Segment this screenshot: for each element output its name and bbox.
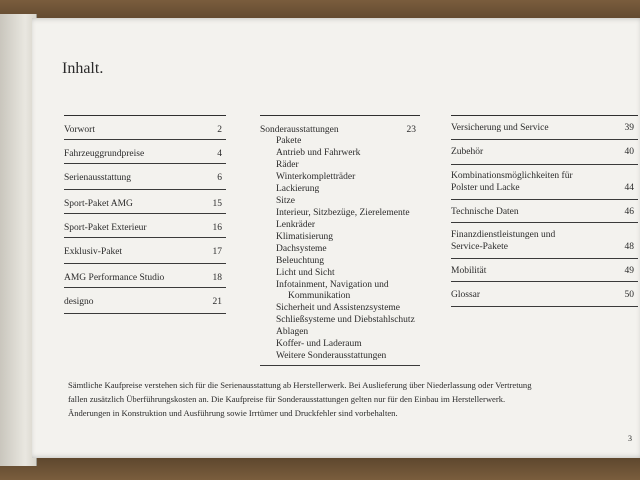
toc-entry[interactable]: Finanzdienstleistungen und Service-Pakete 48	[451, 223, 638, 259]
price-disclaimer: Sämtliche Kaufpreise verstehen sich für die Serienausstattung ab Herstellerwerk. Bei Auslieferung über Niederlassung oder Vertretung fallen zusätzlich Überführungskosten an. Die Kaufpreise für Sonderausstattungen gelten nur für den Einbau im Herstellerwerk. Änderungen in Konstruktion und Ausführung sowie Irrtümer und Druckfehler sind vorbehalten.	[68, 380, 532, 418]
toc-entry[interactable]: Glossar 50	[451, 282, 638, 307]
toc-subitem[interactable]: Winterkompletträder	[276, 172, 356, 182]
page-number: 3	[628, 434, 632, 443]
toc-subitem[interactable]: Lenkräder	[276, 220, 316, 230]
toc-subitem[interactable]: Räder	[276, 160, 299, 170]
toc-entry[interactable]: designo 21	[64, 288, 226, 314]
toc-subitem[interactable]: Lackierung	[276, 184, 320, 194]
brochure-page	[32, 18, 640, 458]
toc-entry[interactable]: Vorwort 2	[64, 116, 226, 140]
toc-entry[interactable]: Sport-Paket AMG 15	[64, 190, 226, 214]
toc-subitem[interactable]: Infotainment, Navigation und	[276, 280, 389, 290]
toc-entry[interactable]: Technische Daten 46	[451, 200, 638, 223]
toc-heading-page: 23	[406, 125, 416, 135]
toc-subitem[interactable]: Licht und Sicht	[276, 268, 335, 278]
toc-entry[interactable]: Mobilität 49	[451, 259, 638, 282]
divider	[260, 365, 420, 366]
toc-entry[interactable]: Zubehör 40	[451, 140, 638, 165]
toc-subitem[interactable]: Pakete	[276, 136, 302, 146]
toc-entry[interactable]: Sport-Paket Exterieur 16	[64, 214, 226, 238]
page-title: Inhalt.	[62, 60, 104, 77]
toc-subitem[interactable]: Weitere Sonderausstattungen	[276, 351, 387, 361]
toc-column-3	[451, 115, 638, 307]
toc-entry[interactable]: Exklusiv-Paket 17	[64, 238, 226, 264]
toc-subitem[interactable]: Antrieb und Fahrwerk	[276, 148, 361, 158]
toc-subitem[interactable]: Schließsysteme und Diebstahlschutz	[276, 315, 415, 325]
toc-column-2	[260, 115, 420, 368]
toc-subitem[interactable]: Klimatisierung	[276, 232, 333, 242]
toc-subitem[interactable]: Kommunikation	[288, 291, 351, 301]
table-surface-bottom	[0, 458, 640, 480]
toc-subitem[interactable]: Beleuchtung	[276, 256, 325, 266]
toc-column-1	[64, 115, 226, 314]
toc-entry[interactable]: Kombinationsmöglichkeiten für Polster und Lacke 44	[451, 165, 638, 200]
toc-subitem[interactable]: Dachsysteme	[276, 244, 327, 254]
toc-subitem[interactable]: Sicherheit und Assistenzsysteme	[276, 303, 401, 313]
toc-entry[interactable]: Serienausstattung 6	[64, 164, 226, 190]
toc-entry[interactable]: Fahrzeuggrundpreise 4	[64, 140, 226, 164]
toc-subitem[interactable]: Sitze	[276, 196, 295, 206]
toc-subitem[interactable]: Ablagen	[276, 327, 309, 337]
toc-subitem[interactable]: Koffer- und Laderaum	[276, 339, 362, 349]
toc-subitem[interactable]: Interieur, Sitzbezüge, Zierelemente	[276, 208, 410, 218]
toc-entry[interactable]: AMG Performance Studio 18	[64, 264, 226, 288]
toc-entry[interactable]: Versicherung und Service 39	[451, 116, 638, 140]
toc-heading-sonderausstattungen[interactable]: Sonderausstattungen	[260, 125, 339, 135]
